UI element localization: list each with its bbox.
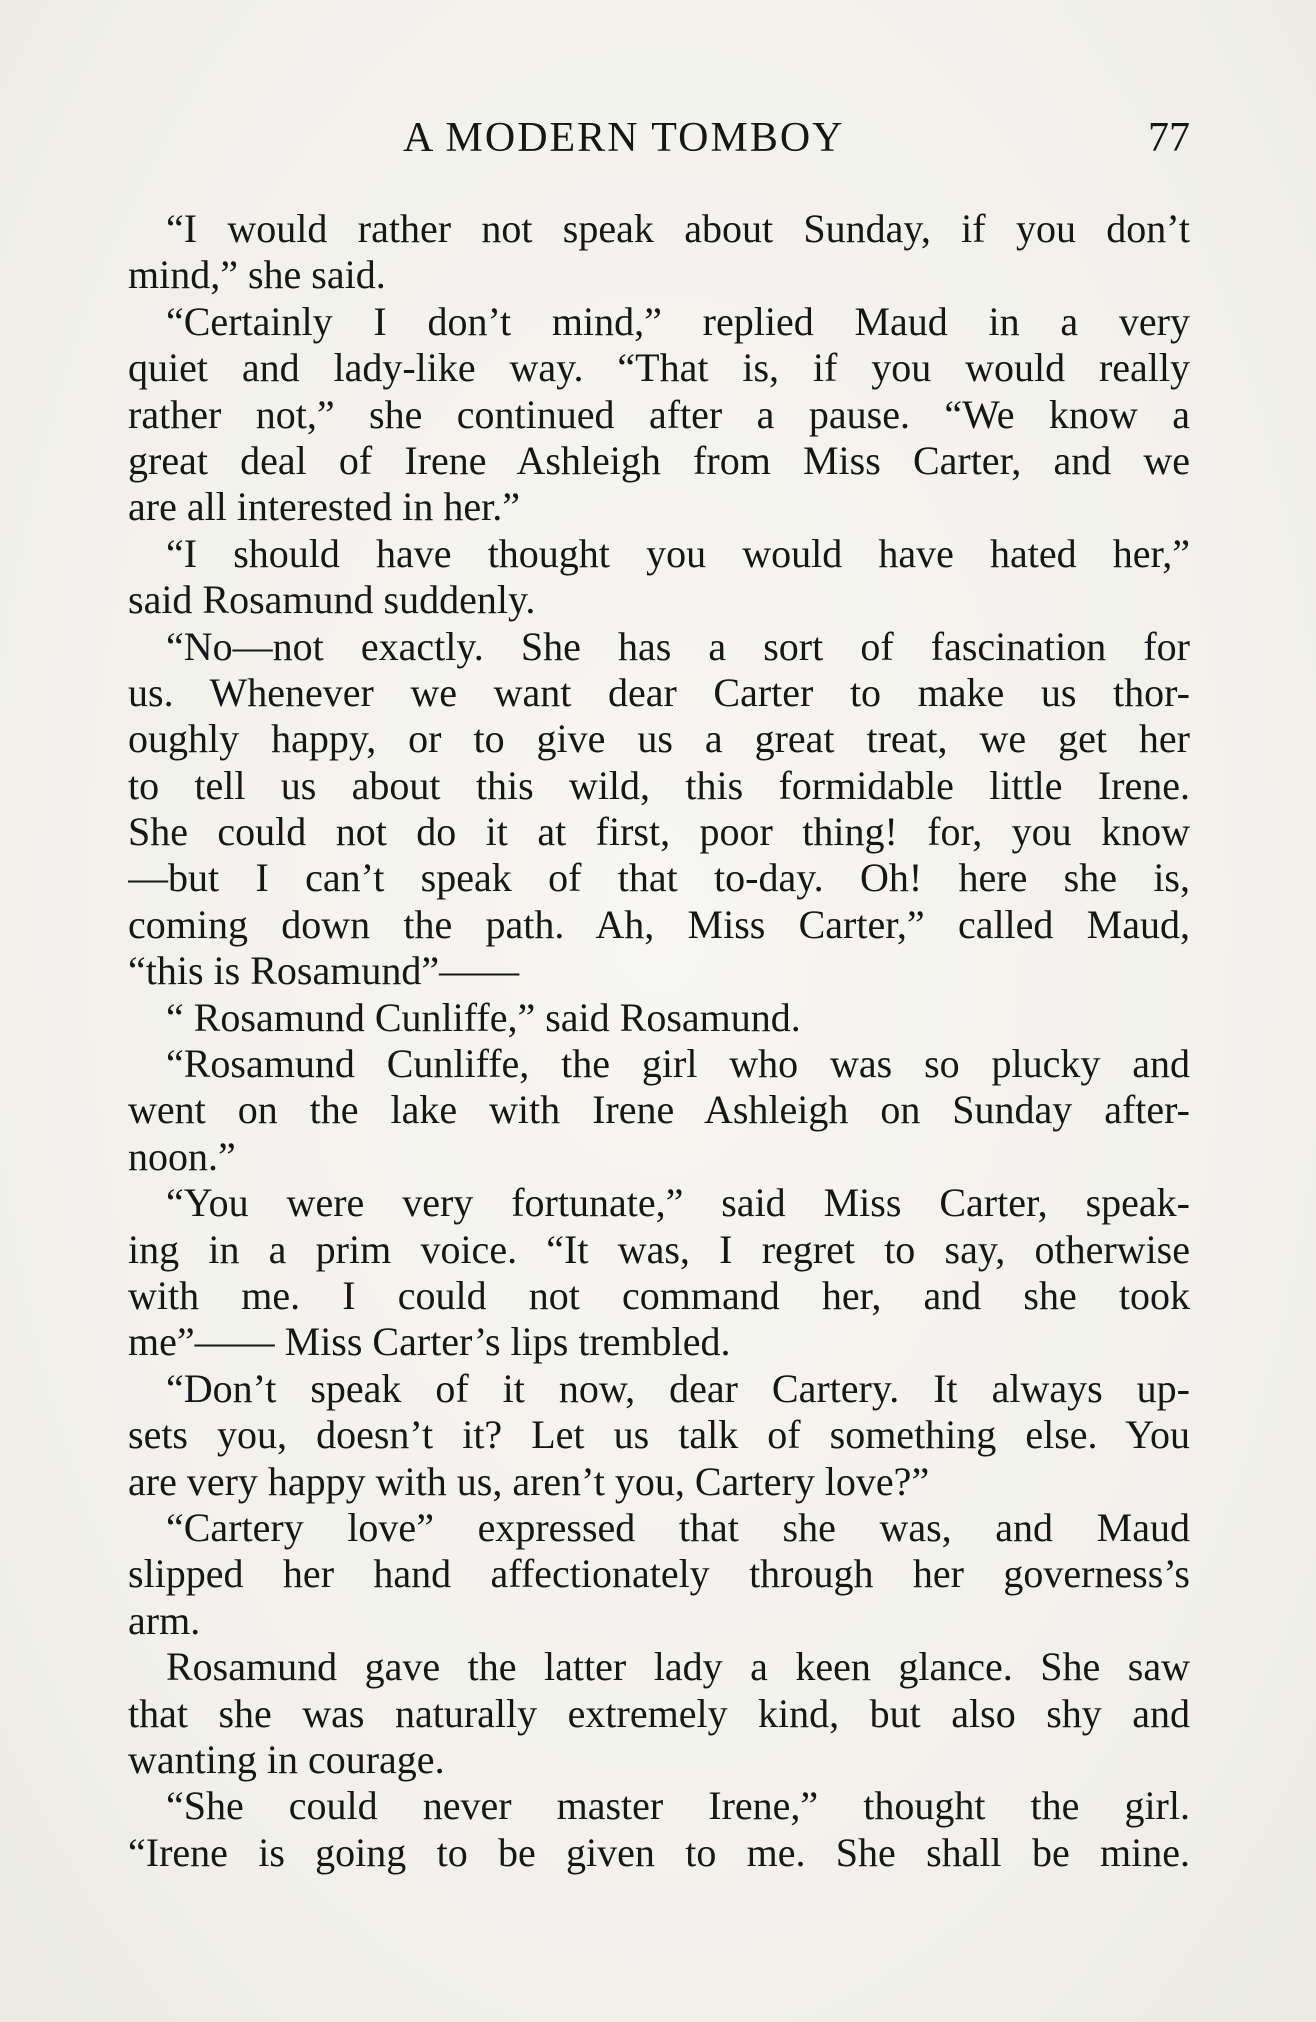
text-line: slipped her hand affectionately through her governess’s [128, 1551, 1190, 1597]
text-line: great deal of Irene Ashleigh from Miss Carter, and we [128, 437, 1190, 483]
text-line: “You were very fortunate,” said Miss Carter, speak- [166, 1180, 1190, 1226]
text-line: —but I can’t speak of that to-day. Oh! here she is, [128, 855, 1190, 901]
text-line: “She could never master Irene,” thought the girl. [166, 1783, 1190, 1829]
text-line: “Irene is going to be given to me. She shall be mine. [128, 1829, 1190, 1875]
text-line: “I would rather not speak about Sunday, if you don’t [166, 206, 1190, 251]
text-line: with me. I could not command her, and she took [128, 1272, 1190, 1318]
text-line: “Cartery love” expressed that she was, and Maud [166, 1504, 1190, 1550]
text-line: “Certainly I don’t mind,” replied Maud in a very [166, 298, 1190, 344]
text-line: me”—— Miss Carter’s lips trembled. [128, 1319, 731, 1365]
text-line: coming down the path. Ah, Miss Carter,” called Maud, [128, 901, 1190, 947]
text-line: sets you, doesn’t it? Let us talk of something else. You [128, 1412, 1190, 1458]
text-line: that she was naturally extremely kind, but also shy and [128, 1690, 1190, 1736]
text-line: “Rosamund Cunliffe, the girl who was so plucky and [166, 1041, 1190, 1087]
text-line: Rosamund gave the latter lady a keen glance. She saw [166, 1644, 1190, 1690]
text-line: “Don’t speak of it now, dear Cartery. It always up- [166, 1365, 1190, 1411]
text-line: oughly happy, or to give us a great treat, we get her [128, 716, 1190, 762]
text-line: rather not,” she continued after a pause. “We know a [128, 391, 1190, 437]
text-line: She could not do it at first, poor thing! for, you know [128, 809, 1190, 855]
text-line: went on the lake with Irene Ashleigh on Sunday after- [128, 1087, 1190, 1133]
text-line: to tell us about this wild, this formidable little Irene. [128, 762, 1190, 808]
text-line: “ Rosamund Cunliffe,” said Rosamund. [166, 994, 801, 1040]
text-line: wanting in courage. [128, 1736, 445, 1782]
page-number: 77 [1148, 115, 1190, 161]
page-header [128, 108, 1190, 168]
text-line: said Rosamund suddenly. [128, 577, 536, 623]
text-line: “No—not exactly. She has a sort of fascination for [166, 623, 1190, 669]
text-line: arm. [128, 1597, 201, 1643]
text-line: “I should have thought you would have hated her,” [166, 530, 1190, 576]
body-text [128, 206, 1190, 1876]
text-line: noon.” [128, 1133, 236, 1179]
text-line: quiet and lady-like way. “That is, if you would really [128, 345, 1190, 391]
text-line: ing in a prim voice. “It was, I regret to say, otherwise [128, 1226, 1190, 1272]
running-title: A MODERN TOMBOY [403, 115, 845, 161]
text-line: mind,” she said. [128, 252, 386, 298]
text-line: are all interested in her.” [128, 484, 521, 530]
text-line: us. Whenever we want dear Carter to make us thor- [128, 669, 1190, 715]
text-line: “this is Rosamund”—— [128, 948, 520, 994]
text-line: are very happy with us, aren’t you, Cartery love?” [128, 1458, 930, 1504]
